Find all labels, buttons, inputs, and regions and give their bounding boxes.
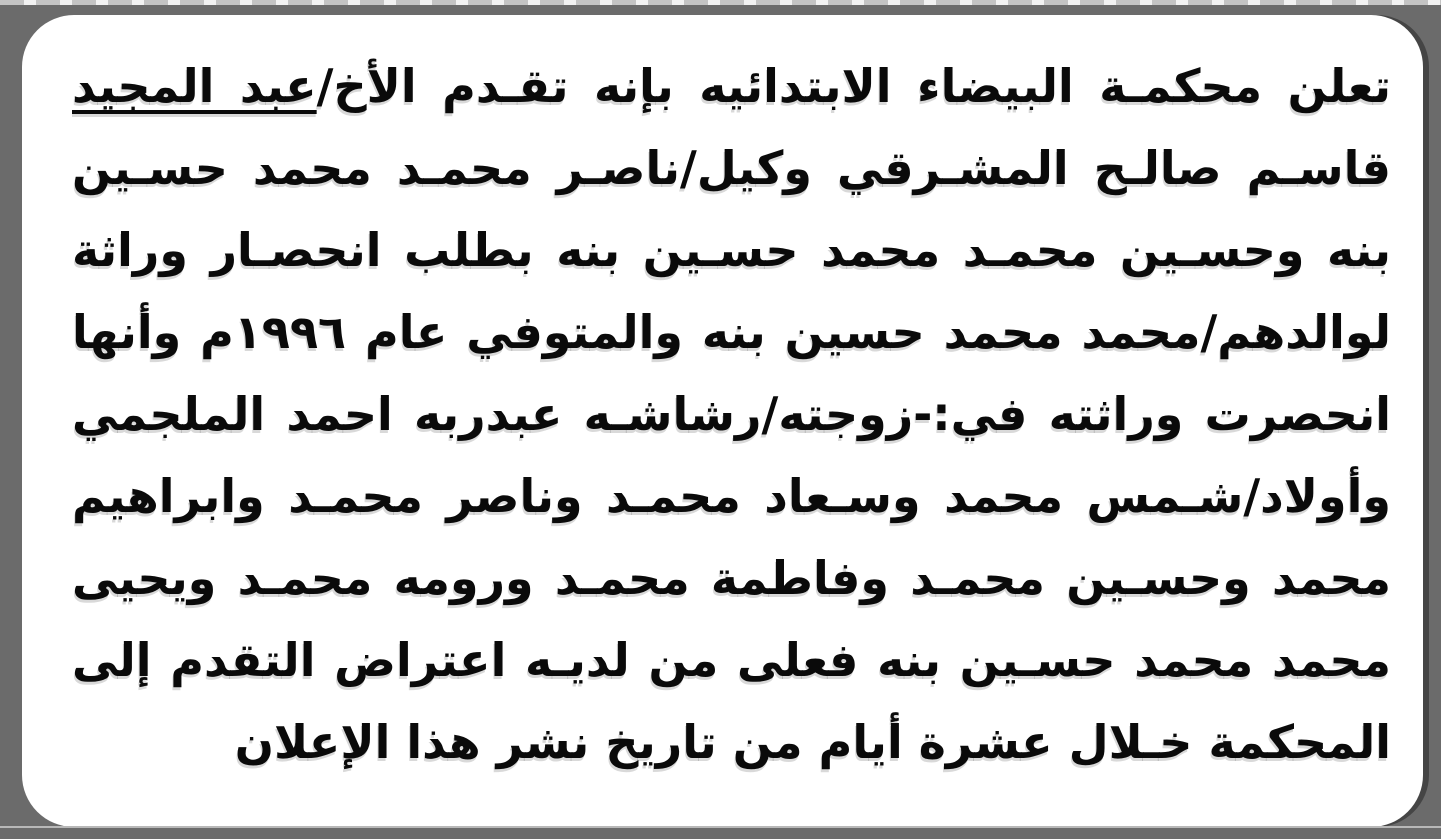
announcement-line-9: المحكمة خـلال عشرة أيام من تاريخ نشر هذا الإعلان bbox=[234, 715, 1391, 769]
announcement-line-4: لوالدهم/محمد محمد حسين بنه والمتوفي عام ١٩٩٦م وأنها bbox=[72, 305, 1391, 359]
announcement-line-7: محمد وحسـين محمـد وفاطمة محمـد ورومه محمـد ويحيى bbox=[72, 551, 1391, 605]
announcement-line-2: قاسـم صالـح المشـرقي وكيل/ناصـر محمـد محمد حسـين bbox=[72, 141, 1391, 195]
announcement-line-8: محمد محمد حسـين بنه فعلى من لديـه اعتراض التقدم إلى bbox=[72, 633, 1391, 687]
line1-text: تعلن محكمـة البيضاء الابتدائيه بإنه تقـدم الأخ/ bbox=[316, 59, 1391, 113]
page-bottom-edge-line bbox=[0, 826, 1441, 828]
page-top-dashed-texture bbox=[0, 0, 1441, 5]
announcement-box bbox=[22, 15, 1423, 827]
announcement-line-5: انحصرت وراثته في:-زوجته/رشاشـه عبدربه احمد الملجمي bbox=[72, 387, 1391, 441]
announcement-line-3: بنه وحسـين محمـد محمد حسـين بنه بطلب انحصـار وراثة bbox=[72, 223, 1391, 277]
announcement-text-block bbox=[72, 45, 1391, 807]
underlined-name: عبد المجيد bbox=[72, 59, 317, 113]
announcement-line-1 bbox=[72, 45, 1391, 127]
announcement-line-6: وأولاد/شـمس محمد وسـعاد محمـد وناصر محمـد وابراهيم bbox=[72, 469, 1391, 523]
